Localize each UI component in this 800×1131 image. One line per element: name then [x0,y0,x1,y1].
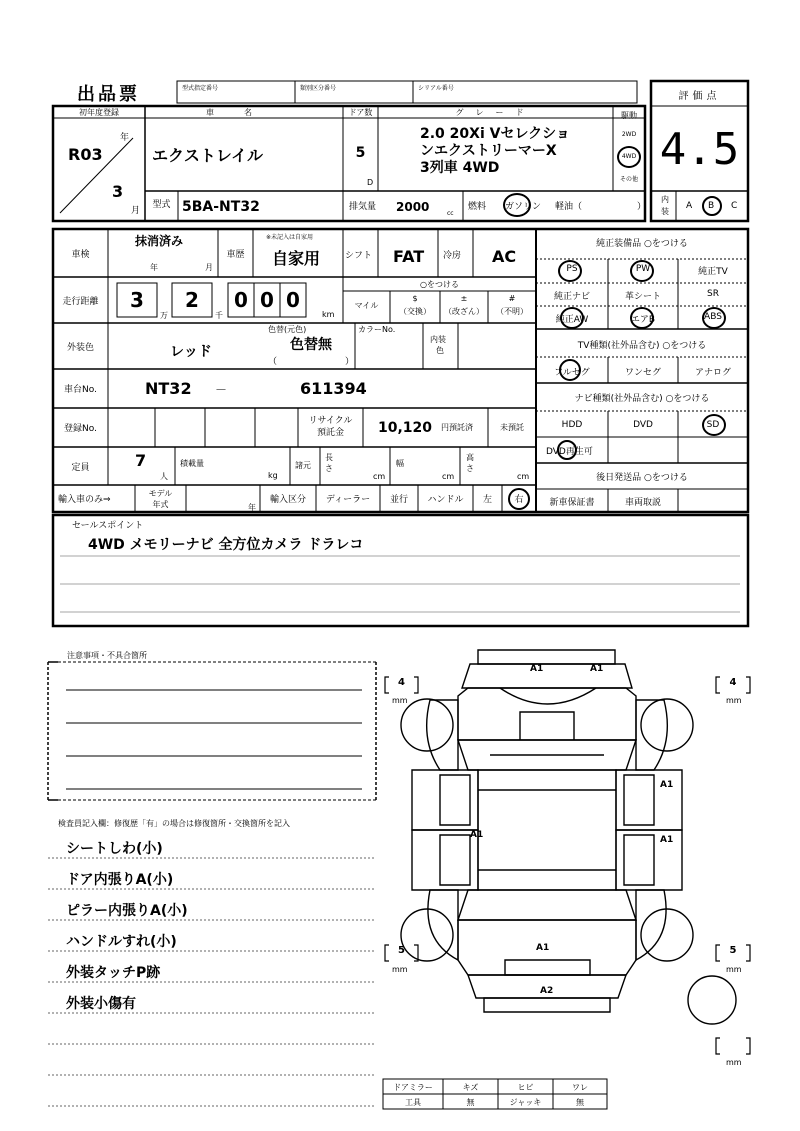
tv-oneseg: ワンセグ [624,368,661,378]
inspector-label: 検査員記入欄：修復歴「有」の場合は修復箇所・交換箇所を記入 [58,819,290,828]
reg-era-year: R03 [68,145,103,164]
mileage-exchange: （交換） [399,307,431,316]
tire-depth-front-right: 4 [729,677,737,688]
grade-label: グレード [455,108,536,117]
navi-sd-circle [702,414,726,436]
drive-label: 駆動 [621,111,637,120]
interior-color-label-2: 色 [436,346,444,355]
height-label-1: 高 [466,453,474,462]
handle-left: 左 [482,495,492,505]
capacity-value: 7 [135,451,147,470]
car-name: エクストレイル [152,146,264,165]
model-designation-label: 型式指定番号 [182,85,219,92]
model-year-label-2: 年式 [152,500,169,509]
equip-pw: PW [635,264,651,274]
mileage-altered-sym: ± [460,294,468,303]
doors-value: 5 [355,145,366,161]
damage-mark-right-front-door: A1 [660,780,674,790]
doors-label: ドア数 [348,108,373,117]
tire-depth-rear-left: 5 [398,945,405,956]
later-manual: 車両取説 [624,498,661,508]
form-title: 出品票 [77,84,140,105]
mileage-digit-3: 0 [234,288,248,312]
dvd-play: DVD再生可 [546,447,593,457]
equip-sr: SR [707,289,719,299]
mileage-altered: （改ざん） [444,307,484,316]
reg-month: 3 [112,182,124,201]
mileage-sen: 千 [215,311,223,320]
recycle-status-unpaid: 未預託 [500,423,524,432]
tire-unit-rr: mm [726,965,742,974]
navi-hdd: HDD [561,420,583,430]
shift-value: FAT [393,247,425,266]
color-change-label: 色替(元色) [268,325,307,334]
damage-mark-left-rear-door: A1 [470,830,484,840]
inspection-value: 抹消済み [135,234,184,248]
legend-header-3: ヒビ [517,1082,534,1092]
history-note: ※未記入は自家用 [266,234,314,241]
handle-label: ハンドル [427,495,464,505]
color-change-value: 色替無 [290,337,332,353]
mileage-exchange-sym: $ [412,294,418,303]
reg-no-label: 登録No. [64,424,97,434]
color-no-label: カラーNo. [358,325,396,334]
mileage-unknown-sym: # [508,294,516,303]
mileage-digit-4: 0 [260,288,274,312]
legend-header-1: ドアミラー [393,1082,433,1092]
load-unit: kg [268,471,278,480]
inspector-line-3: ピラー内張りA(小) [66,903,188,919]
import-type-label: 輸入区分 [269,495,306,505]
damage-mark-front-left: A1 [530,664,544,674]
mileage-digit-2: 2 [185,288,199,312]
grade-line-3: 3列車 4WD [420,160,500,176]
interior-color-label-1: 内装 [430,335,446,344]
mileage-digit-5: 0 [286,288,300,312]
car-diagram-outline [401,650,736,1024]
length-label-1: 長 [325,453,333,462]
tv-analog: アナログ [694,368,731,378]
equip-airbag: エアB [630,315,656,325]
mileage-circle-note: ○をつける [420,280,459,289]
interior-label-1: 内 [661,195,669,204]
equip-abs: ABS [704,312,722,322]
tire-depth-front-left: 4 [398,677,405,688]
drive-2wd: 2WD [621,131,637,138]
inspector-line-6: 外装小傷有 [66,996,136,1012]
interior-a: A [686,201,693,211]
mileage-label: 走行距離 [62,296,99,307]
equipment-title: 純正装備品 ○をつける [596,239,688,249]
handle-right: 右 [514,495,524,505]
tv-fullseg-circle [559,359,581,381]
mileage-digit-1: 3 [130,288,144,312]
equip-aw-circle [560,307,584,329]
navi-title: ナビ種類(社外品含む) ○をつける [574,394,710,404]
equip-tv: 純正TV [698,267,728,277]
height-label-2: さ [466,464,474,473]
capacity-label: 定員 [71,462,90,473]
tire-unit-fr: mm [726,696,742,705]
inspector-line-5: 外装タッチP跡 [66,965,161,981]
damage-mark-rear-bumper: A2 [540,986,554,996]
color-change-paren-open: （ [268,357,278,367]
interior-b: B [708,201,715,211]
chassis-prefix: NT32 [145,379,192,398]
length-label-2: さ [325,464,333,473]
ac-label: 冷房 [443,251,462,261]
equip-navi: 純正ナビ [553,292,590,302]
equip-leather: 革シート [624,292,661,302]
equip-ps: PS [566,264,578,274]
grade-line-1: 2.0 20Xi Vセレクショ [420,126,570,142]
drive-other: その他 [619,176,638,183]
fuel-label: 燃料 [468,202,487,212]
model-label: 型式 [152,200,171,210]
later-title: 後日発送品 ○をつける [596,473,688,483]
chassis-label: 車台No. [64,385,97,395]
inspection-month: 月 [205,263,213,272]
tire-unit-spare: mm [726,1058,742,1067]
grade-value [420,126,570,177]
import-parallel: 並行 [389,495,408,505]
displacement-label: 排気量 [349,202,377,212]
recycle-label-2: 預託金 [316,428,344,438]
interior-label-2: 装 [661,207,669,216]
recycle-status-paid: 円預託済 [441,423,473,432]
ac-value: AC [492,247,517,266]
fuel-close: ） [637,202,647,212]
legend-value-1: 工具 [405,1097,421,1107]
sales-label: セールスポイント [72,521,144,531]
shift-label: シフト [345,251,373,261]
category-number-label: 類別区分番号 [300,85,337,92]
interior-c: C [731,201,738,211]
grade-line-2: ンエクストリーマーX [420,143,557,159]
length-cm: cm [373,472,386,481]
chassis-number: 611394 [300,379,367,398]
damage-mark-trunk: A1 [536,943,550,953]
tv-fullseg: フルセグ [554,368,590,378]
inspection-year: 年 [150,263,158,272]
score-value: 4.5 [659,123,740,175]
serial-number-label: シリアル番号 [418,85,454,92]
drive-4wd-circle [617,146,641,168]
damage-mark-right-rear-door: A1 [660,835,674,845]
doors-unit: D [367,178,374,187]
model-year-label-1: モデル [148,489,173,498]
damage-mark-front-right: A1 [590,664,604,674]
history-value: 自家用 [272,249,321,268]
tv-title: TV種類(社外品含む) ○をつける [577,341,707,351]
sales-text: 4WD メモリーナビ 全方位カメラ ドラレコ [88,537,364,553]
exterior-color-value: レッド [170,344,212,360]
import-dealer: ディーラー [325,495,371,505]
equip-airbag-circle [630,307,654,329]
inspection-label: 車検 [71,249,90,260]
legend-value-3: ジャッキ [509,1097,542,1107]
interior-b-circle [702,196,722,216]
legend-header-2: キズ [462,1082,479,1092]
legend-header-4: ワレ [572,1082,588,1092]
later-warranty: 新車保証書 [549,498,595,508]
inspector-line-2: ドア内張りA(小) [66,872,174,888]
mileage-mile: マイル [354,301,379,310]
equip-pw-circle [630,260,654,282]
inspector-line-4: ハンドルすれ(小) [66,934,177,950]
dvd-play-circle [557,440,577,460]
tire-unit-rl: mm [392,965,408,974]
model-year-unit: 年 [248,503,256,512]
capacity-unit: 人 [160,472,168,481]
recycle-label-1: リサイクル [308,416,353,426]
history-label: 車歴 [226,249,245,260]
legend-value-2: 無 [466,1097,475,1107]
tire-unit-fl: mm [392,696,408,705]
mileage-unknown: （不明） [496,307,528,316]
fuel-gasoline-circle [503,193,531,217]
load-label: 積載量 [180,459,204,468]
width-cm: cm [442,472,455,481]
equip-ps-circle [558,260,582,282]
color-change-paren-close: ） [345,357,355,367]
mileage-km: km [322,310,335,319]
exterior-color-label: 外装色 [66,342,94,353]
dims-label: 諸元 [295,461,311,470]
year-unit: 年 [120,133,130,143]
notes-label: 注意事項・不具合箇所 [67,651,147,660]
height-cm: cm [517,472,530,481]
displacement-unit: cc [447,210,454,217]
first-reg-label: 初年度登録 [79,108,119,117]
model-value: 5BA-NT32 [182,199,260,215]
fuel-diesel: 軽油（ [555,202,583,212]
drive-4wd: 4WD [621,153,637,160]
score-label: 評価点 [678,90,721,102]
navi-sd: SD [706,420,720,430]
mileage-man: 万 [160,311,168,320]
legend-value-4: 無 [576,1097,584,1107]
displacement-value: 2000 [396,200,430,214]
width-label: 幅 [396,459,404,468]
import-label: 輸入車のみ⇒ [58,495,111,505]
equip-aw: 純正AW [555,315,589,325]
chassis-dash: － [215,383,228,397]
car-name-label: 車名 [206,108,282,117]
inspector-line-1: シートしわ(小) [66,841,163,857]
equip-abs-circle [702,307,726,329]
fuel-gasoline: ガソリン [505,202,542,212]
handle-right-circle [508,488,530,510]
navi-dvd: DVD [633,420,653,430]
recycle-value: 10,120 [378,420,433,436]
month-unit: 月 [131,206,141,216]
tire-depth-rear-right: 5 [729,945,737,956]
